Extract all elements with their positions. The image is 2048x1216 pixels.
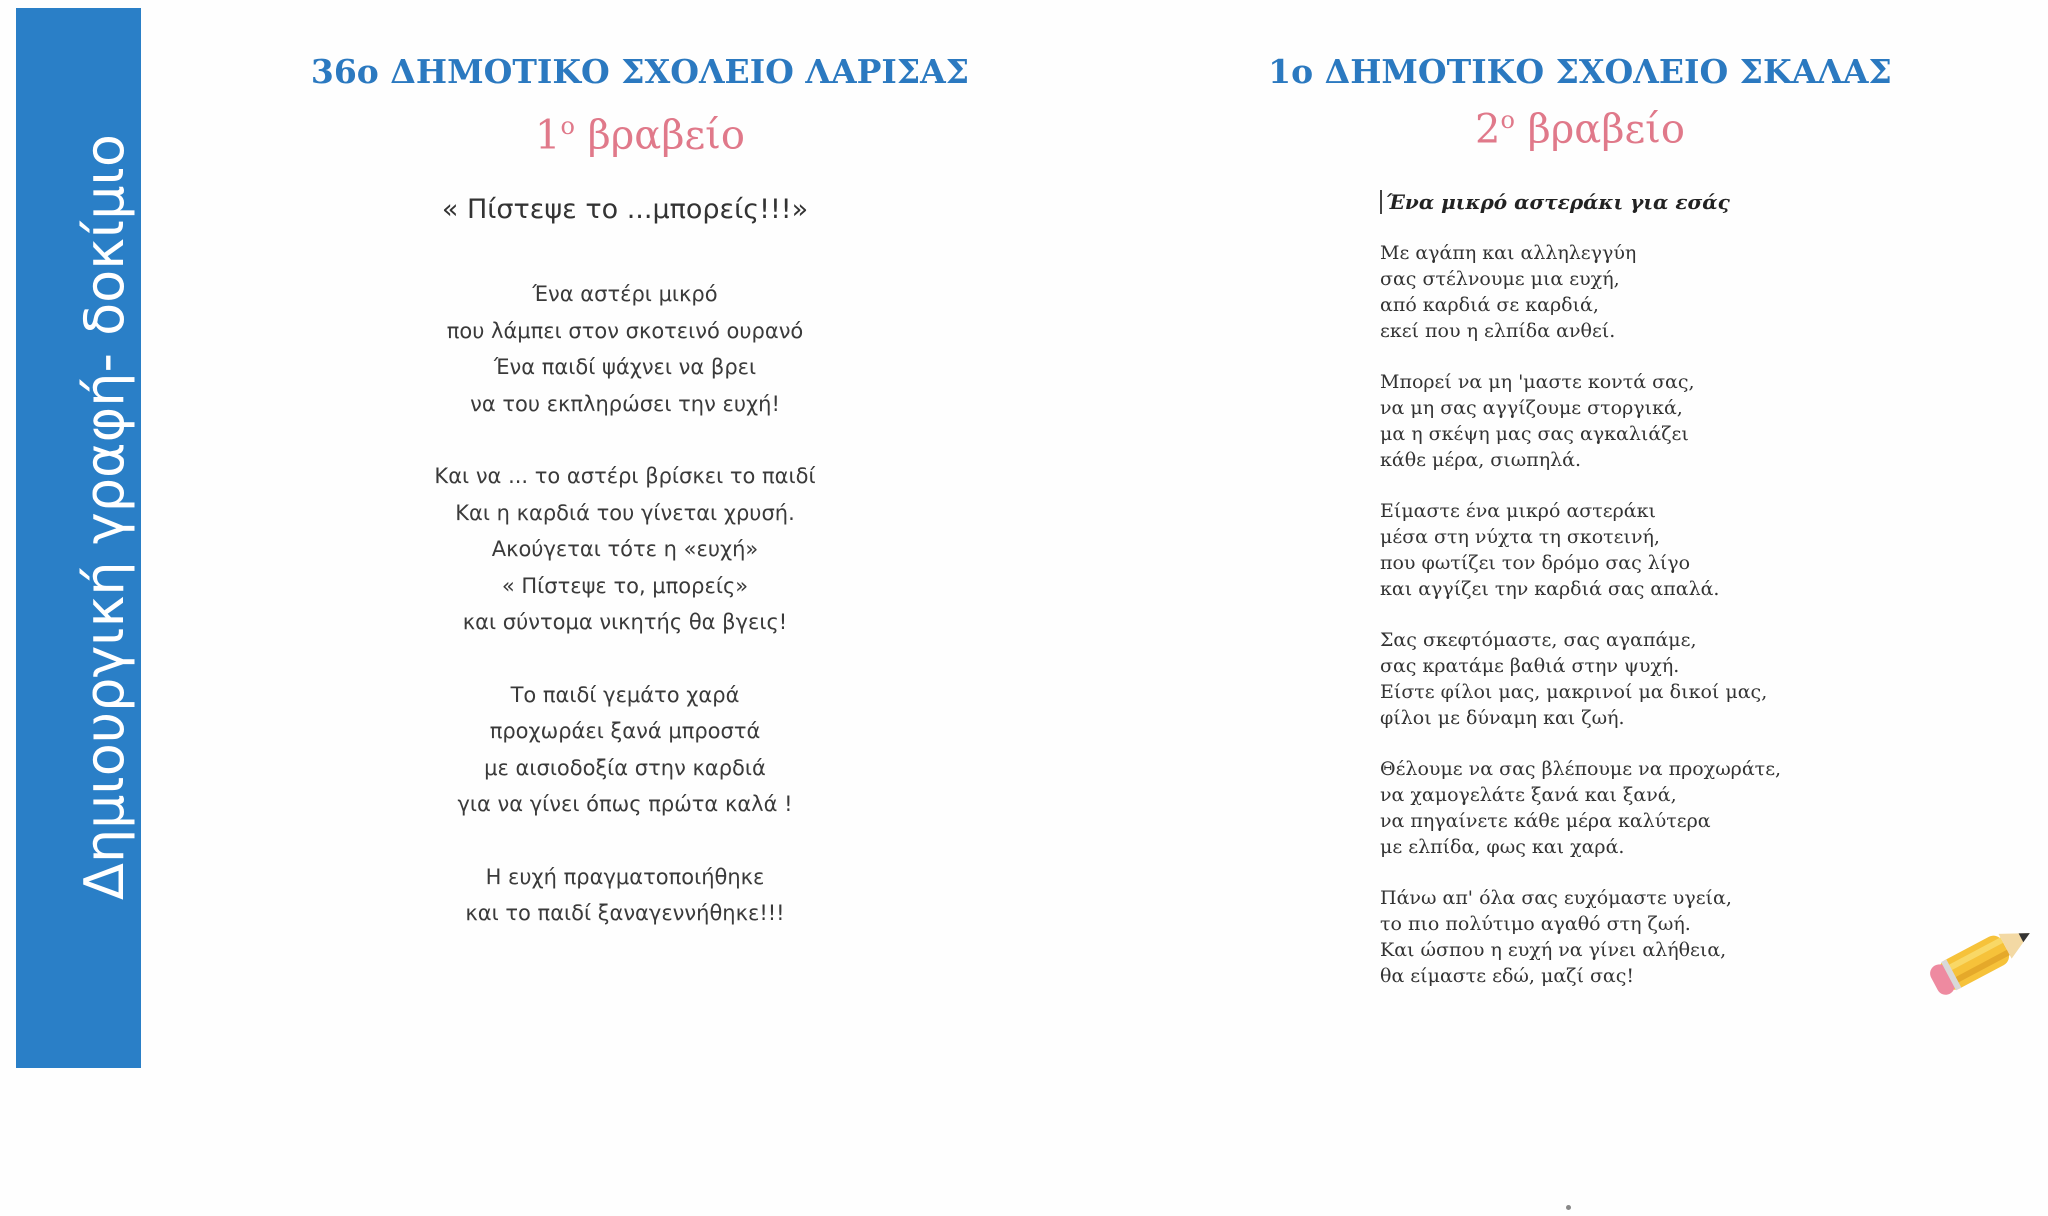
right-poem-line: κάθε μέρα, σιωπηλά. [1380,449,1581,471]
pencil-icon [1918,908,2048,1008]
left-poem-line: προχωράει ξανά μπροστά [489,719,761,743]
right-poem-title: Ένα μικρό αστεράκι για εσάς [1380,190,1730,214]
left-poem-title: « Πίστεψε το ...μπορείς!!!» [441,194,809,225]
left-poem-line: με αισιοδοξία στην καρδιά [484,755,766,780]
right-poem-line: Σας σκεφτόμαστε, σας αγαπάμε, [1380,629,1697,651]
left-stanza [340,859,910,932]
right-poem-line: να πηγαίνετε κάθε μέρα καλύτερα [1380,810,1711,832]
right-school-title: 1ο ΔΗΜΟΤΙΚΟ ΣΧΟΛΕΙΟ ΣΚΑΛΑΣ [1268,52,1892,91]
right-poem-line: σας κρατάμε βαθιά στην ψυχή. [1380,655,1680,677]
left-poem-line: Το παιδί γεμάτο χαρά [510,682,740,707]
right-stanza [1380,498,1781,602]
right-stanza [1380,885,1781,989]
right-stanza [1380,756,1781,860]
left-prize-label: $1^o$ βραβείο [535,112,745,159]
right-poem-line: φίλοι με δύναμη και ζωή. [1380,707,1625,729]
left-stanza [340,276,910,422]
right-poem-line: Και ώσπου η ευχή να γίνει αλήθεια, [1380,939,1727,961]
right-poem-line: Μπορεί να μη 'μαστε κοντά σας, [1380,371,1695,393]
right-poem-line: θα είμαστε εδώ, μαζί σας! [1380,965,1635,987]
left-poem-line: για να γίνει όπως πρώτα καλά ! [457,792,793,816]
side-banner-title: Δημιουργική γραφή- δοκίμιο [73,134,136,900]
left-poem-line: Και να ... το αστέρι βρίσκει το παιδί [434,464,816,488]
right-poem-line: με ελπίδα, φως και χαρά. [1380,836,1625,858]
right-poem-line: το πιο πολύτιμο αγαθό στη ζωή. [1380,913,1691,935]
right-poem [1380,240,1781,1014]
right-poem-line: Είστε φίλοι μας, μακρινοί μα δικοί μας, [1380,681,1768,703]
right-poem-line: σας στέλνουμε μια ευχή, [1380,268,1620,290]
left-poem-line: « Πίστεψε το, μπορείς» [501,573,749,598]
right-poem-line: Είμαστε ένα μικρό αστεράκι [1380,500,1656,522]
right-stanza [1380,240,1781,344]
right-poem-line: και αγγίζει την καρδιά σας απαλά. [1380,578,1720,600]
right-poem-line: μα η σκέψη μας σας αγκαλιάζει [1380,423,1689,445]
left-school-title: 36ο ΔΗΜΟΤΙΚΟ ΣΧΟΛΕΙΟ ΛΑΡΙΣΑΣ [310,52,970,91]
left-poem-line: Ακούγεται τότε η «ευχή» [491,537,759,561]
left-poem-line: που λάμπει στον σκοτεινό ουρανό [446,318,804,343]
right-poem-line: από καρδιά σε καρδιά, [1380,294,1599,316]
right-stanza [1380,627,1781,731]
left-stanza [340,677,910,823]
left-poem-line: Ένα αστέρι μικρό [532,282,718,306]
left-poem [340,276,910,968]
right-prize-label: $2^o$ βραβείο [1475,106,1685,153]
left-poem-line: Και η καρδιά του γίνεται χρυσή. [455,500,795,525]
left-poem-line: και σύντομα νικητής θα βγεις! [462,610,788,634]
left-poem-line: και το παιδί ξαναγεννήθηκε!!! [465,901,785,925]
left-stanza [340,458,910,641]
right-poem-line: εκεί που η ελπίδα ανθεί. [1380,320,1616,342]
right-poem-line: Με αγάπη και αλληλεγγύη [1380,242,1637,264]
right-stanza [1380,369,1781,473]
right-poem-line: μέσα στη νύχτα τη σκοτεινή, [1380,526,1660,548]
left-poem-line: να του εκπληρώσει την ευχή! [470,391,780,416]
right-poem-line: να μη σας αγγίζουμε στοργικά, [1380,397,1683,419]
scan-speck [1566,1205,1571,1210]
left-poem-line: Ένα παιδί ψάχνει να βρει [493,355,757,379]
right-poem-line: να χαμογελάτε ξανά και ξανά, [1380,784,1677,806]
right-poem-line: Πάνω απ' όλα σας ευχόμαστε υγεία, [1380,887,1732,909]
right-poem-line: Θέλουμε να σας βλέπουμε να προχωράτε, [1380,758,1782,780]
right-poem-line: που φωτίζει τον δρόμο σας λίγο [1380,552,1691,574]
left-poem-line: Η ευχή πραγματοποιήθηκε [485,864,765,889]
